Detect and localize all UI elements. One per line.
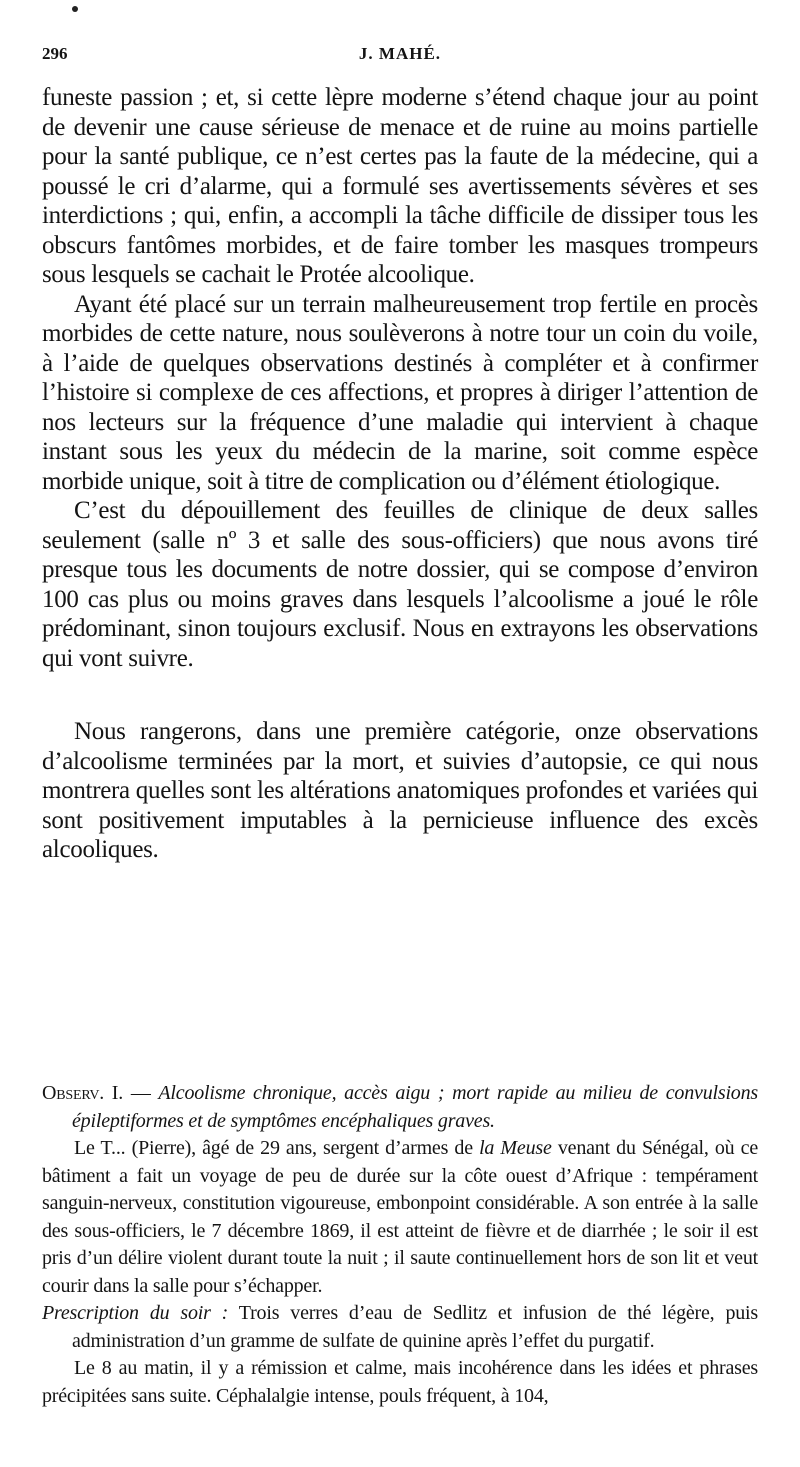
ink-speck — [72, 6, 78, 12]
observation-heading — [42, 1080, 758, 1135]
observation-title: Alcoolisme chronique, accès aigu ; mort rapide au milieu de convulsions épileptiformes et de symptômes encéphaliques graves. — [72, 1082, 758, 1132]
case-details: venant du Sénégal, où ce bâtiment a fait un voyage de peu de durée sur la côte ouest d’Afrique : tempérament sanguin-nerveux, constitution vigoureuse, embonpoint considérable. A son entrée à la salle des sous-officiers, le 7 décembre 1869, il est atteint de fièvre et de diarrhée ; le soir il est pris d’un délire violent durant toute la nuit ; il saute continuellement hors de son lit et veut courir dans la salle pour s’échapper. — [42, 1137, 758, 1297]
main-text — [42, 83, 758, 865]
day-8-note: Le 8 au matin, il y a rémission et calme, mais incohérence dans les idées et phrases précipitées sans suite. Céphalalgie intense, pouls fréquent, à 104, — [42, 1357, 758, 1407]
section-gap — [42, 673, 758, 717]
prescription — [42, 1300, 758, 1355]
running-header — [42, 44, 758, 68]
page-number: 296 — [42, 44, 68, 63]
paragraph-3: C’est du dépouillement des feuilles de clinique de deux salles seulement (salle nº 3 et salle des sous-officiers) que nous avons tiré presque tous les documents de notre dossier, qui se compose d’environ 100 cas plus ou moins graves dans lesquels l’alcoolisme a joué le rôle prédominant, sinon toujours exclusif. Nous en extrayons les observations qui vont suivre. — [42, 497, 758, 672]
case-intro: Le T... (Pierre), âgé de 29 ans, sergent d’armes de — [74, 1137, 473, 1159]
observation-block — [42, 1080, 758, 1410]
running-title: J. MAHÉ. — [358, 44, 442, 63]
case-description — [42, 1135, 758, 1300]
observation-label: Observ. I. — — [42, 1082, 151, 1104]
ship-name: la Meuse — [479, 1137, 552, 1159]
prescription-label: Prescription du soir : — [42, 1302, 229, 1324]
prescription-text: Trois verres d’eau de Sedlitz et infusion de thé légère, puis administration d’un gramme de sulfate de quinine après l’effet du purgatif. — [72, 1302, 758, 1352]
paragraph-2: Ayant été placé sur un terrain malheureusement trop fertile en procès morbides de cette nature, nous soulèverons à notre tour un coin du voile, à l’aide de quelques observations destinés à compléter et à confirmer l’histoire si complexe de ces affections, et propres à diriger l’attention de nos lecteurs sur la fréquence d’une maladie qui intervient à chaque instant sous les yeux du médecin de la marine, soit comme espèce morbide unique, soit à titre de complication ou d’élément étiologique. — [42, 290, 758, 495]
paragraph-1: funeste passion ; et, si cette lèpre moderne s’étend chaque jour au point de devenir une cause sérieuse de menace et de ruine au moins partielle pour la santé publique, ce n’est certes pas la faute de la médecine, qui a poussé le cri d’alarme, qui a formulé ses avertissements sévères et ses interdictions ; qui, enfin, a accompli la tâche difficile de dissiper tous les obscurs fantômes morbides, et de faire tomber les masques trompeurs sous lesquels se cachait le Protée alcoolique. — [42, 84, 758, 288]
paragraph-4: Nous rangerons, dans une première catégorie, onze observations d’alcoolisme terminées par la mort, et suivies d’autopsie, ce qui nous montrera quelles sont les altérations anatomiques profondes et variées qui sont positivement imputables à la pernicieuse influence des excès alcooliques. — [42, 718, 758, 863]
